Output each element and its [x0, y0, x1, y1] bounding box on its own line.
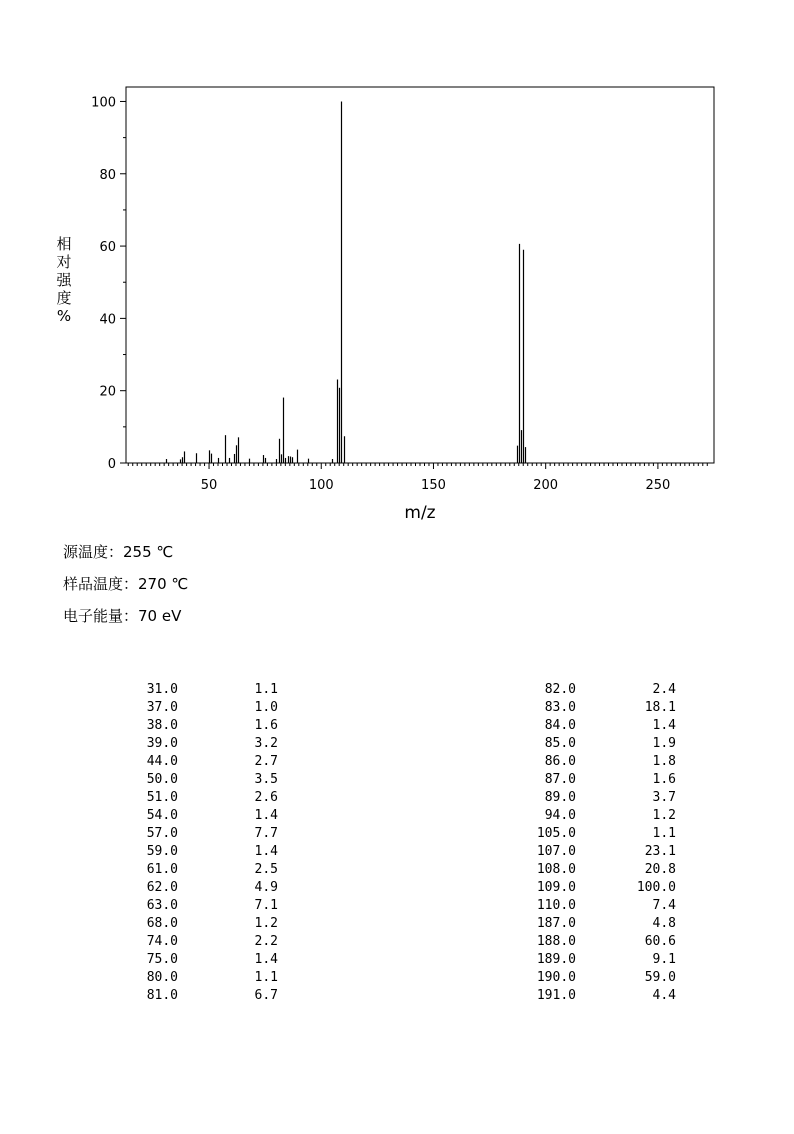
peak-mz: 62.0 [146, 880, 178, 895]
y-axis [91, 95, 126, 472]
mass-spectrum-chart [0, 0, 794, 530]
peak-row [138, 861, 278, 879]
peak-row [536, 969, 676, 987]
peak-intensity: 1.4 [652, 718, 676, 733]
peak-intensity: 2.4 [652, 682, 676, 697]
plot-frame [126, 87, 714, 463]
peak-mz: 37.0 [146, 700, 178, 715]
peak-intensity: 1.9 [652, 736, 676, 751]
peak-mz: 31.0 [146, 682, 178, 697]
y-axis-label-char: % [56, 307, 72, 325]
peak-mz: 63.0 [146, 898, 178, 913]
peak-row [138, 879, 278, 897]
peak-row [536, 915, 676, 933]
peak-row [536, 717, 676, 735]
y-axis-label [56, 235, 72, 325]
peak-intensity: 3.2 [254, 736, 278, 751]
peak-mz: 54.0 [146, 808, 178, 823]
y-axis-label-char: 度 [56, 289, 72, 307]
peak-intensity: 1.2 [652, 808, 676, 823]
peak-intensity: 2.5 [254, 862, 278, 877]
peak-intensity: 3.5 [254, 772, 278, 787]
peak-mz: 190.0 [536, 970, 576, 985]
sample-temperature: 样品温度：270 ℃ [63, 575, 189, 593]
peak-intensity: 1.2 [254, 916, 278, 931]
peak-row [138, 807, 278, 825]
peak-mz: 59.0 [146, 844, 178, 859]
peak-mz: 39.0 [146, 736, 178, 751]
x-tick-label: 50 [200, 478, 218, 493]
peak-mz: 187.0 [536, 916, 576, 931]
y-tick-label: 0 [107, 457, 116, 472]
peak-intensity: 18.1 [644, 700, 676, 715]
peak-intensity: 9.1 [652, 952, 676, 967]
peak-intensity: 59.0 [644, 970, 676, 985]
peak-intensity: 60.6 [644, 934, 676, 949]
peak-mz: 107.0 [536, 844, 576, 859]
peak-mz: 87.0 [544, 772, 576, 787]
peak-row [536, 951, 676, 969]
peak-row [536, 987, 676, 1005]
peak-intensity: 3.7 [652, 790, 676, 805]
y-axis-label-char: 强 [56, 271, 72, 289]
peak-intensity: 2.7 [254, 754, 278, 769]
y-tick-label: 60 [99, 240, 116, 256]
peak-mz: 81.0 [146, 988, 178, 1003]
peak-intensity: 7.4 [652, 898, 676, 913]
peak-mz: 86.0 [544, 754, 576, 769]
peak-row [536, 861, 676, 879]
peak-row [138, 933, 278, 951]
peak-row [536, 933, 676, 951]
peak-mz: 189.0 [536, 952, 576, 967]
peak-row [536, 843, 676, 861]
peak-mz: 57.0 [146, 826, 178, 841]
peak-mz: 110.0 [536, 898, 576, 913]
peak-row [536, 735, 676, 753]
peak-row [138, 699, 278, 717]
source-temperature: 源温度：255 ℃ [63, 543, 174, 561]
x-tick-label: 100 [308, 478, 334, 493]
peak-row [536, 753, 676, 771]
peak-intensity: 7.7 [254, 826, 278, 841]
peak-row [536, 699, 676, 717]
peak-intensity: 7.1 [254, 898, 278, 913]
peak-intensity: 1.6 [254, 718, 278, 733]
peak-row [536, 879, 676, 897]
peak-row [536, 789, 676, 807]
peak-row [138, 843, 278, 861]
peak-mz: 61.0 [146, 862, 178, 877]
peak-intensity: 23.1 [644, 844, 676, 859]
peak-row [138, 753, 278, 771]
peak-mz: 191.0 [536, 988, 576, 1003]
peak-intensity: 1.0 [254, 700, 278, 715]
peak-row [536, 825, 676, 843]
peak-row [138, 717, 278, 735]
peak-mz: 188.0 [536, 934, 576, 949]
x-tick-label: 150 [421, 478, 446, 493]
peak-mz: 105.0 [536, 826, 576, 841]
peak-row [536, 807, 676, 825]
y-axis-label-char: 相 [56, 235, 72, 253]
peak-intensity: 1.8 [652, 754, 676, 769]
peak-mz: 50.0 [146, 772, 178, 787]
peak-intensity: 4.8 [652, 916, 676, 931]
peak-row [138, 915, 278, 933]
peak-mz: 109.0 [536, 880, 576, 895]
peak-intensity: 100.0 [636, 880, 676, 895]
electron-energy: 电子能量：70 eV [63, 607, 182, 625]
peak-row [138, 987, 278, 1005]
peak-row [536, 897, 676, 915]
peak-row [138, 771, 278, 789]
peak-table-right [536, 681, 676, 1005]
peak-intensity: 1.4 [254, 808, 278, 823]
peak-intensity: 1.1 [254, 970, 278, 985]
peak-intensity: 4.4 [652, 988, 676, 1003]
peak-mz: 75.0 [146, 952, 178, 967]
peak-row [138, 825, 278, 843]
peak-intensity: 1.4 [254, 952, 278, 967]
y-tick-label: 80 [99, 167, 116, 183]
y-tick-label: 40 [99, 312, 116, 328]
x-axis-label: m/z [404, 503, 436, 523]
peak-mz: 44.0 [146, 754, 178, 769]
spectrum-peaks [167, 101, 526, 463]
peak-intensity: 1.6 [652, 772, 676, 787]
peak-intensity: 1.1 [652, 826, 676, 841]
peak-mz: 84.0 [544, 718, 576, 733]
peak-table-left [138, 681, 278, 1005]
peak-mz: 38.0 [146, 718, 178, 733]
peak-intensity: 2.2 [254, 934, 278, 949]
peak-mz: 94.0 [544, 808, 576, 823]
y-axis-label-char: 对 [56, 253, 72, 271]
peak-mz: 89.0 [544, 790, 576, 805]
peak-row [138, 951, 278, 969]
peak-mz: 83.0 [544, 700, 576, 715]
peak-intensity: 1.4 [254, 844, 278, 859]
peak-row [138, 735, 278, 753]
y-tick-label: 100 [91, 95, 116, 111]
peak-row [536, 771, 676, 789]
peak-row [536, 681, 676, 699]
peak-intensity: 6.7 [254, 988, 278, 1003]
peak-row [138, 969, 278, 987]
peak-row [138, 897, 278, 915]
x-axis [128, 463, 707, 493]
y-tick-label: 20 [99, 384, 116, 400]
peak-mz: 68.0 [146, 916, 178, 931]
peak-mz: 80.0 [146, 970, 178, 985]
peak-intensity: 20.8 [644, 862, 676, 877]
peak-mz: 108.0 [536, 862, 576, 877]
peak-row [138, 681, 278, 699]
peak-row [138, 789, 278, 807]
peak-mz: 74.0 [146, 934, 178, 949]
x-tick-label: 200 [533, 478, 559, 493]
peak-intensity: 1.1 [254, 682, 278, 697]
peak-intensity: 2.6 [254, 790, 278, 805]
x-tick-label: 250 [645, 478, 671, 493]
peak-mz: 85.0 [544, 736, 576, 751]
peak-intensity: 4.9 [254, 880, 278, 895]
peak-mz: 51.0 [146, 790, 178, 805]
peak-mz: 82.0 [544, 682, 576, 697]
